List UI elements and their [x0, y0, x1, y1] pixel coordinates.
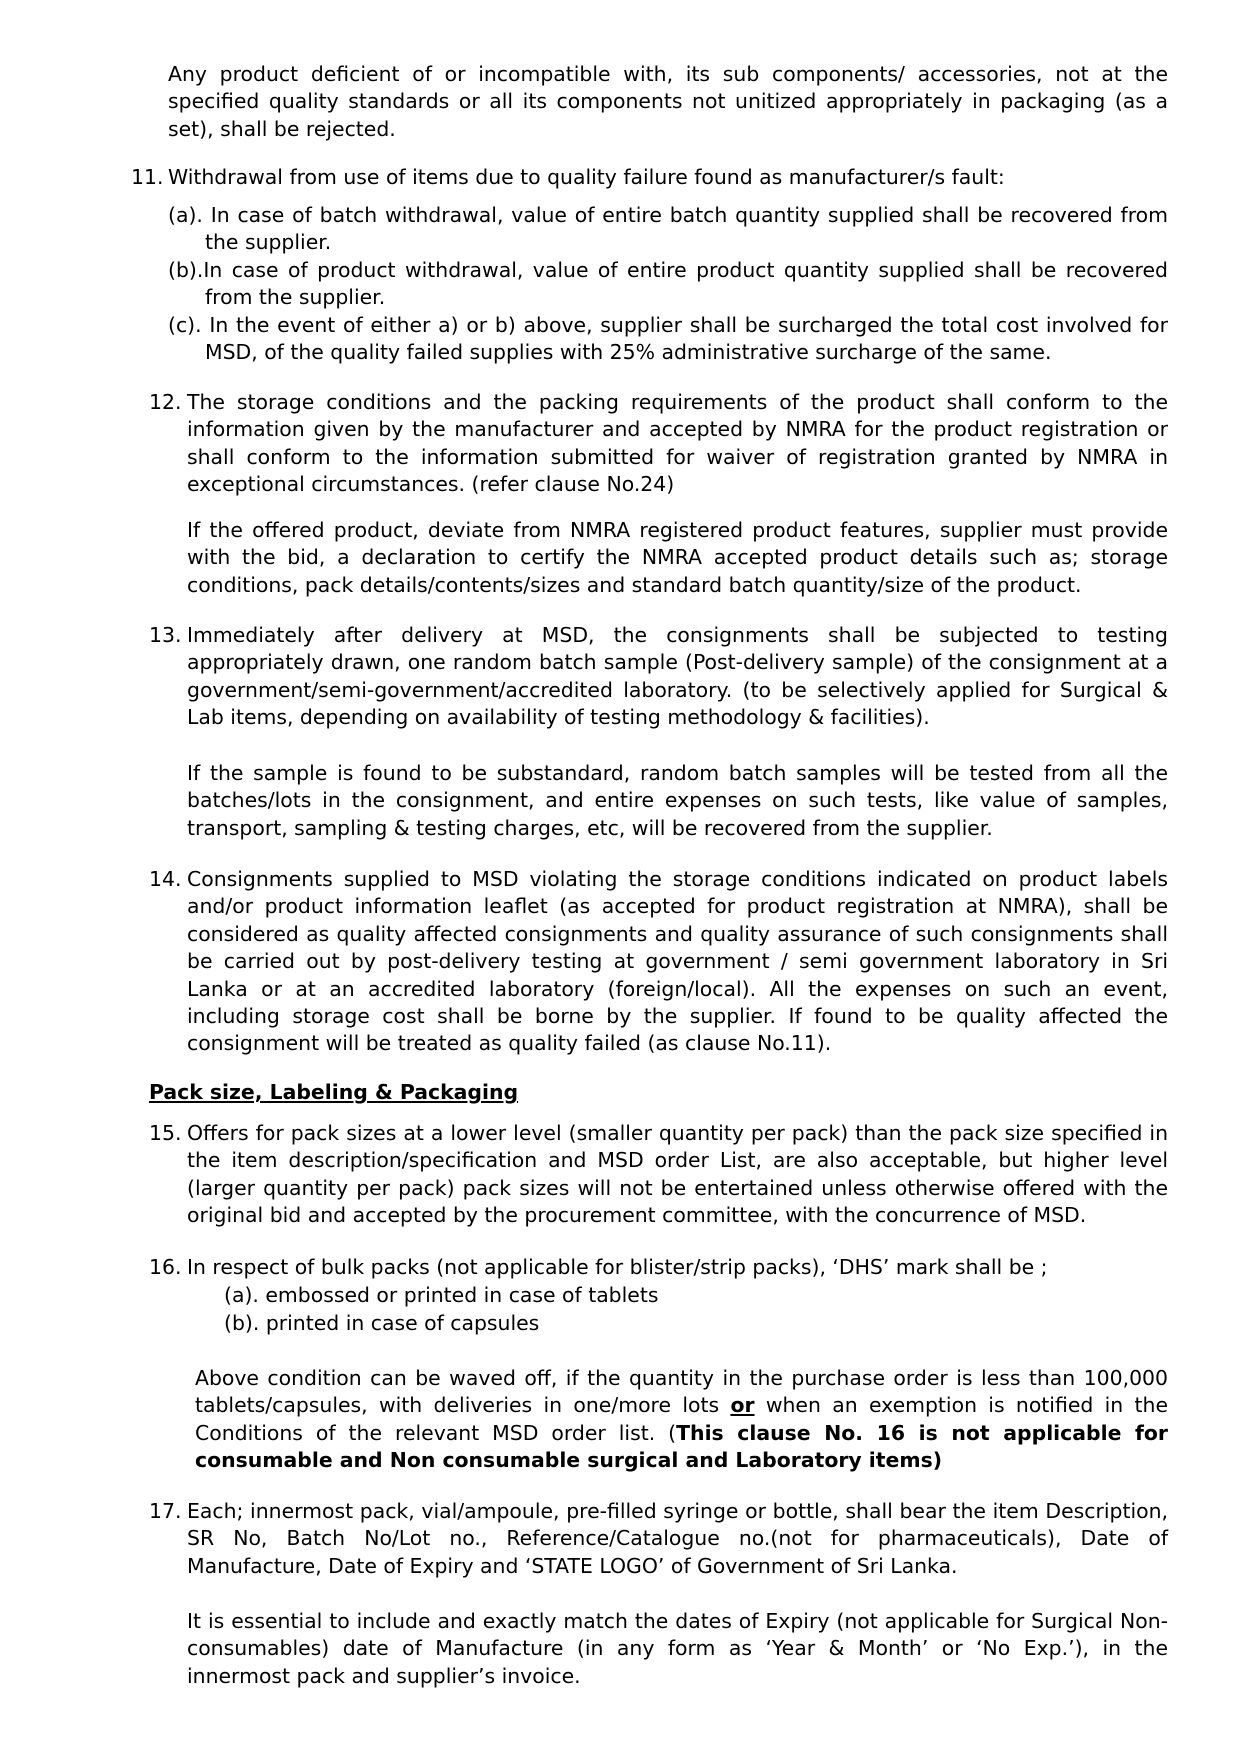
clause-17-number: 17.	[149, 1499, 182, 1523]
clause-14-number: 14.	[149, 867, 182, 891]
clause-17-paragraph-2: It is essential to include and exactly match the dates of Expiry (not applicable for Surgical Non-consumables) date of Manufacture (in any form as ‘Year & Month’ or ‘No Exp.’), in the innermost pack and supplier’s invoice.	[187, 1609, 1168, 1688]
clause-12-number: 12.	[149, 390, 182, 414]
clause-12-paragraph-2: If the offered product, deviate from NMRA registered product features, supplier must provide with the bid, a declaration to certify the NMRA accepted product details such as; storage conditions, pack details/contents/sizes and standard batch quantity/size of the product.	[187, 518, 1168, 597]
clause-15-number: 15.	[149, 1121, 182, 1145]
intro-paragraph: Any product deficient of or incompatible with, its sub components/ accessories, not at the specified quality standards or all its components not unitized appropriately in packaging (as a set), shall be rejected.	[168, 62, 1168, 141]
clause-15-text: Offers for pack sizes at a lower level (smaller quantity per pack) than the pack size specified in the item description/specification and MSD order List, are also acceptable, but higher level (larger quantity per pack) pack sizes will not be entertained unless otherwise offered with the original bid and accepted by the procurement committee, with the concurrence of MSD.	[187, 1121, 1168, 1228]
clause-11-number: 11.	[131, 165, 164, 189]
clause-17-text: Each; innermost pack, vial/ampoule, pre-filled syringe or bottle, shall bear the item Description, SR No, Batch No/Lot no., Reference/Catalogue no.(not for pharmaceuticals), Date of Manufacture, Date of Expiry and ‘STATE LOGO’ of Government of Sri Lanka.	[187, 1499, 1168, 1578]
clause-16-paragraph-2-bold: This clause No. 16 is not applicable for consumable and Non consumable surgical and Laboratory items)	[195, 1420, 1168, 1473]
clause-11-sub-c: (c). In the event of either a) or b) above, supplier shall be surcharged the total cost involved for MSD, of the quality failed supplies with 25% administrative surcharge of the same.	[168, 313, 1168, 365]
clause-16-sub-a: (a). embossed or printed in case of tablets	[224, 1283, 659, 1307]
clause-14-text: Consignments supplied to MSD violating the storage conditions indicated on product labels and/or product information leaflet (as accepted for product registration at NMRA), shall be considered as quality affected consignments and quality assurance of such consignments shall be carried out by post-delivery testing at government / semi government laboratory in Sri Lanka or at an accredited laboratory (foreign/local). All the expenses on such an event, including storage cost shall be borne by the supplier. If found to be quality affected the consignment will be treated as quality failed (as clause No.11).	[187, 867, 1168, 1056]
clause-16-paragraph-2-start: Above condition can be waved off, if the quantity in the purchase order is less than 100,000 tablets/capsules, with deliveries in one/more lots	[195, 1366, 1168, 1418]
clause-16-number: 16.	[149, 1255, 182, 1279]
clause-11-text: Withdrawal from use of items due to quality failure found as manufacturer/s fault:	[168, 165, 1005, 189]
section-heading: Pack size, Labeling & Packaging	[149, 1080, 519, 1104]
clause-16-text: In respect of bulk packs (not applicable for blister/strip packs), ‘DHS’ mark shall be ;	[187, 1255, 1048, 1279]
clause-12-text: The storage conditions and the packing requirements of the product shall conform to the information given by the manufacturer and accepted by NMRA for the product registration or shall conform to the information submitted for waiver of registration granted by NMRA in exceptional circumstances. (refer clause No.24)	[187, 390, 1168, 497]
clause-16-paragraph-2-mid: when an exemption is notified in the Conditions of the relevant MSD order list. (	[195, 1393, 1168, 1445]
clause-13-paragraph-2: If the sample is found to be substandard, random batch samples will be tested from all the batches/lots in the consignment, and entire expenses on such tests, like value of samples, transport, sampling & testing charges, etc, will be recovered from the supplier.	[187, 761, 1168, 840]
clause-13-number: 13.	[149, 623, 182, 647]
clause-13-text: Immediately after delivery at MSD, the consignments shall be subjected to testing appropriately drawn, one random batch sample (Post-delivery sample) of the consignment at a government/semi-government/accredited laboratory. (to be selectively applied for Surgical & Lab items, depending on availability of testing methodology & facilities).	[187, 623, 1168, 730]
clause-11-sub-a: (a). In case of batch withdrawal, value of entire batch quantity supplied shall be recovered from the supplier.	[168, 203, 1168, 255]
clause-16-paragraph-2	[195, 1365, 1168, 1475]
clause-16-sub-b: (b). printed in case of capsules	[224, 1311, 540, 1335]
clause-11-sub-b: (b).In case of product withdrawal, value of entire product quantity supplied shall be recovered from the supplier.	[168, 258, 1168, 310]
clause-16-paragraph-2-or: or	[730, 1393, 755, 1418]
